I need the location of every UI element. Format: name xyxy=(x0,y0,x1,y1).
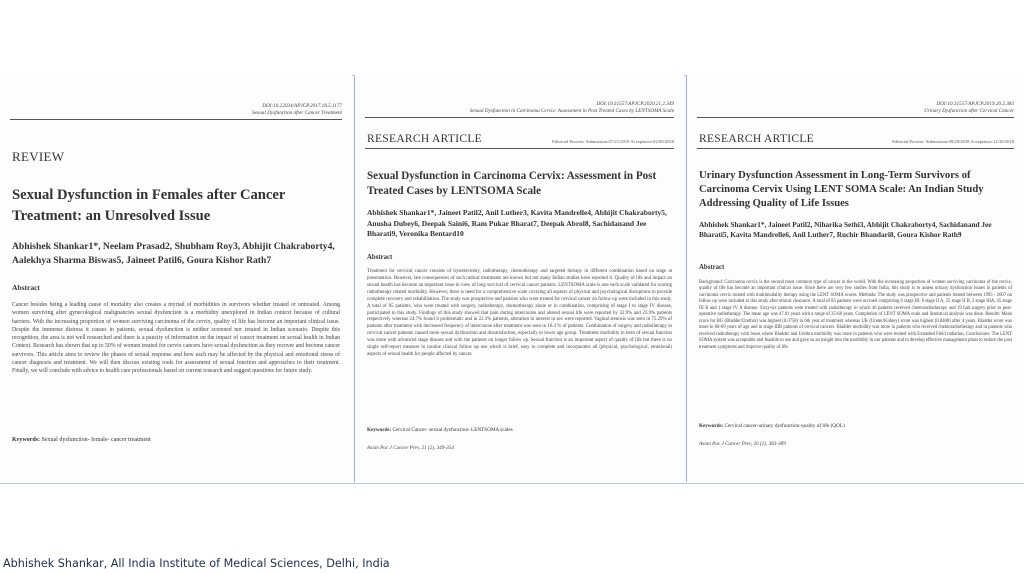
paper-title: Sexual Dysfunction in Females after Cancer Treatment: an Unresolved Issue xyxy=(12,187,286,224)
type-rule xyxy=(365,148,674,149)
paper-doi xyxy=(374,101,674,115)
keywords-label: Keywords: xyxy=(699,423,724,429)
keywords xyxy=(12,437,340,443)
abstract-text: Background: Carcinoma cervix is the second most common type of cancer in the world. With the increasing proportion of women surviving carcinoma of the cervix, quality of life has become an important clinical issue. Since there are very few studies from India, this study is to assess urinary dysfunction issues in patients of carcinoma cervix treated with multimodality therapy using the LENT SOMA scores. Methods: The study was prospective and patients treated between 1995 - 2007 on follow up were included in this study after ethical clearance. A total of 85 patients were accrued comprising 6 stage IB, 6 stage II A, 25 stage II B, 2 stage IIIA, 45 stage III B and 1 stage IV A disease. Sixty-six patients were treated with radiotherapy in which 46 patients received chemoradiotherapy and 19 had surgery prior to post-operative radiotherapy. The mean age was 47.81 years with a range of 25-68 years. Completion of LENT SOMA scale and Statistical analysis was done. Results: Mean score for BU (Bladder/Urethra) was highest (0.0758) in 6th year of treatment whereas UK (Ureter/Kidney) score was highest (0.0408) after 4 years. Bladder score was more in 60-69 years of age and in stage IIIB patients of cervical cancers. Bladder morbidity was more in patients who received chemoradiotherapy and in patients who received radiotherapy with boost where Bladder and Urethra morbidity was more in patients who were treated with Extended Field radiation. Conclusions: The LENT SOMA system was acceptable and feasible to use and gave us an insight into the morbidity in our patients and to develop effective management plans to reduce the post treatment symptoms and improve quality of life. xyxy=(699,280,1012,350)
paper-title: Urinary Dysfunction Assessment in Long-Term Survivors of Carcinoma Cervix Using LENT SOMA Scale: An Indian Study Addressing Quality of Life Issues xyxy=(699,170,984,209)
keywords-text: Cervical cancer-urinary dysfunction-quality of life (QOL) xyxy=(724,423,845,429)
header-rule xyxy=(10,119,342,120)
article-type: RESEARCH ARTICLE xyxy=(367,133,482,145)
running-head: Urinary Dysfunction after Cervical Cancer xyxy=(924,108,1014,114)
doi-text: DOI:10.31557/APJCP.2020.21.2.349 xyxy=(596,101,674,107)
slide-caption: Abhishek Shankar, All India Institute of Medical Sciences, Delhi, India xyxy=(3,557,390,570)
doi-text: DOI:10.31557/APJCP.2019.20.2.383 xyxy=(936,101,1014,107)
paper-panel-3 xyxy=(686,75,1024,482)
header-rule xyxy=(697,117,1014,118)
citation: Asian Pac J Cancer Prev, 21 (2), 349-354 xyxy=(367,445,454,451)
abstract-heading: Abstract xyxy=(699,264,725,271)
paper-doi xyxy=(824,101,1014,115)
keywords xyxy=(367,427,672,433)
paper-panel-2 xyxy=(354,75,684,482)
paper-authors: Abhishek Shankar1*, Jaineet Patil2, Anil Luther3, Kavita Mandrelle4, Abhijit Chakraborty5, Anusha Dubey6, Deepak Saini6, Ram Pukar Bharat7, Deepak Abrol8, Sachidanand Jee Bharati9, Veronika Bentard10 xyxy=(367,208,667,238)
abstract-heading: Abstract xyxy=(12,283,40,292)
running-head: Sexual Dysfunction after Cancer Treatment xyxy=(252,110,342,116)
abstract-text: Treatment for cervical cancer consists of hysterectomy, radiotherapy, chemotherapy and targeted therapy in different combination based on stage at presentation. However, late consequences of such radical treatments are known but not many Indian studies have reported it. Quality of life and impact on sexual health has become an important issue in view of long survival of cervical cancer patients. LENTSOMA scale is one such scale validated for scoring radiotherapy related morbidity. However, there is need for a comprehensive scale covering all aspects of physical and psychological disruptions to provide complete recovery and rehabilitation. The study was prospective and patients who were treated for cervical cancer on follow up were included in this study. A total of 85 patients, who were treated with surgery, radiotherapy, chemotherapy alone or in combination, comprising of stage I to stage IV disease, participated in this study. Findings of this study showed that pain during intercourse and altered sexual life were reported by 32.9% and 25.9% patients respectively whereas 24.7% found it problematic and in 22.3% patients, alteration in interest in sex were reported. Vaginal stenosis was seen in 75.29% of patients after treatment with decreased frequency of intercourse after treatment was seen in 16.4 % of patients. Combination of surgery and radiotherapy in cervical cancer patients caused more sexual dysfunction and dissatisfaction, especially in lower age group. Treatment morbidity in term of sexual function was more with advanced stage disease and with the patients on longer follow up. Sexual function is an important aspect of quality of life but there is no single self-report measure in routine clinical follow up use which is brief, easy to complete and incorporates all (physical, psychological, emotional) aspects of sexual health for people affected by cancer. xyxy=(367,269,672,358)
header-rule xyxy=(365,117,674,118)
paper-authors: Abhishek Shankar1*, Neelam Prasad2, Shubham Roy3, Abhijit Chakraborty4, Aalekhya Sharma Biswas5, Jaineet Patil6, Goura Kishor Rath7 xyxy=(12,241,335,266)
keywords-label: Keywords: xyxy=(367,427,392,433)
paper-title: Sexual Dysfunction in Carcinoma Cervix: Assessment in Post Treated Cases by LENTSOMA Scale xyxy=(367,170,657,197)
abstract-text: Cancer besides being a leading cause of mortality also creates a myriad of morbidities in survivors whether treated or untreated. Among women surviving after gynecological malignancies sexual dysfunction is a morbidity unexplored in Indian context because of cultural barriers. With the increasing proportion of women surviving carcinoma of the cervix, quality of life has become an important clinical issue. Despite the immense distress it causes in patients, sexual dysfunction is neither screened nor treated in Indian scenario. Despite this recognition, the area is not well researched and there is a paucity of information on the impact of cancer treatment on sexual health in Indian Context. Research has shown that up to 50% of women treated for cervix cancers have sexual dysfunction as they recover and become cancer survivors. This article aims to review the phases of sexual response and how each may be affected by the physical and emotional stress of cancer diagnosis and treatment. We will then discuss existing tools for assessment of sexual function and approaches to their treatment. Finally, we will conclude with advice to health care professionals based on current research and suggest questions for future study. xyxy=(12,302,340,375)
type-rule xyxy=(697,148,1014,149)
article-type: RESEARCH ARTICLE xyxy=(699,133,814,145)
running-head: Sexual Dysfunction in Carcinoma Cervix: Assessment in Post Treated Cases by LENTSOMA Scale xyxy=(469,108,674,114)
editorial-process: Editorial Process: Submission:08/29/2018 Acceptance:12/30/2018 xyxy=(892,139,1014,144)
article-type: REVIEW xyxy=(12,149,65,164)
paper-panel-1 xyxy=(0,75,352,482)
editorial-process: Editorial Process: Submission:07/21/2019 Acceptance:02/09/2020 xyxy=(552,139,674,144)
keywords-label: Keywords: xyxy=(12,437,40,443)
keywords-text: Cervical Cancer- sexual dysfunction- LENTSOMA scales xyxy=(392,427,513,433)
abstract-heading: Abstract xyxy=(367,254,393,261)
paper-authors: Abhishek Shankar1*, Jaineet Patil2, Niharika Sethi3, Abhijit Chakraborty4, Sachidanand Jee Bharati5, Kavita Mandrelle6, Anil Luther7, Ruchir Bhandari8, Goura Kishor Rath9 xyxy=(699,220,992,240)
citation: Asian Pac J Cancer Prev, 20 (2), 383-389 xyxy=(699,441,786,447)
doi-text: DOI:10.22034/APJCP.2017.18.5.1177 xyxy=(262,103,342,109)
paper-doi xyxy=(152,103,342,117)
keywords xyxy=(699,423,1012,429)
keywords-text: Sexual dysfunction- female- cancer treatment xyxy=(41,437,151,443)
